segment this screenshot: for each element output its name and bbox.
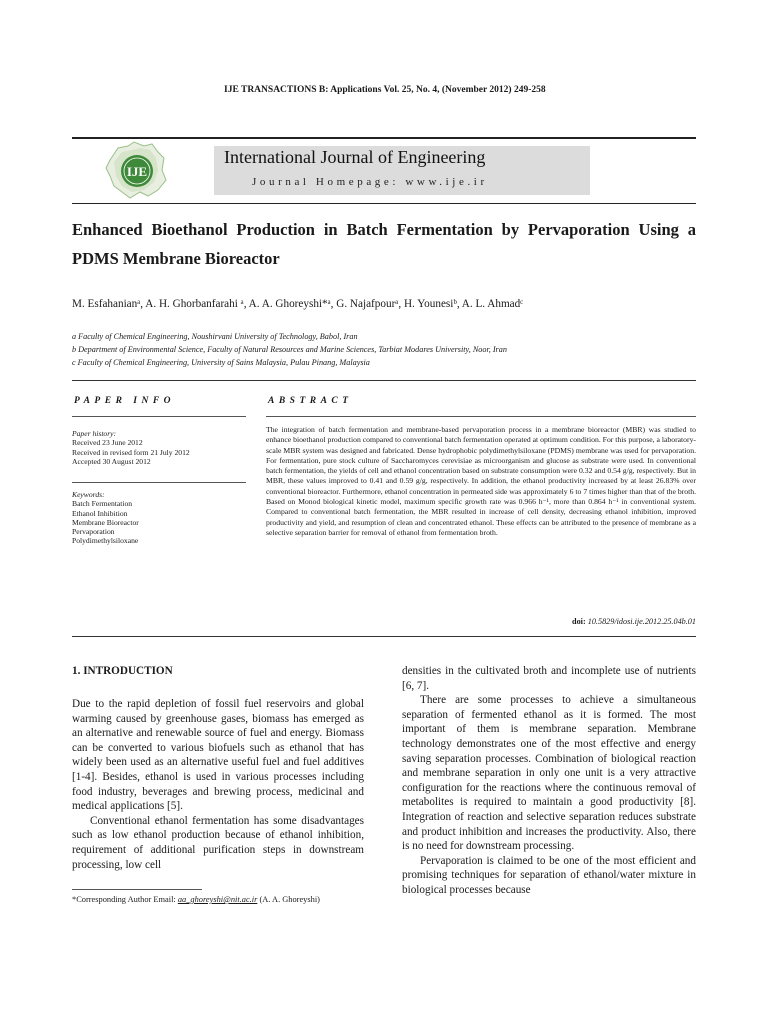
footnote-corresponding-author [72,894,364,905]
ije-logo [104,140,170,202]
doi [572,617,696,626]
section-heading-introduction: 1. INTRODUCTION [72,665,173,677]
affiliation-c: c Faculty of Chemical Engineering, University of Sains Malaysia, Pulau Pinang, Malaysia [72,358,370,367]
history-received: Received 23 June 2012 [72,438,143,448]
paper-title: Enhanced Bioethanol Production in Batch Fermentation by Pervaporation Using a PDMS Membrane Bioreactor [72,220,696,268]
footnote-rule [72,889,202,890]
doi-label: doi: [572,617,586,626]
journal-title: International Journal of Engineering [224,147,486,167]
top-rule [72,137,696,139]
history-revised: Received in revised form 21 July 2012 [72,447,190,457]
journal-banner [214,146,590,195]
intro-paragraph-3: There are some processes to achieve a simultaneous separation of fermented ethanol as it is formed. The most important of them is membrane separation. Membrane technology demonstrates one of the most effective and energy saving separation processes. Combination of biological reaction and membrane separation in only one unit is a very attractive configuration for the reactions where the continuous removal of metabolites is required to maintain a good productivity [8]. Integration of reaction and selective separation reduces substrate and product inhibition and increases the productivity. Also, there is no need for downstream processing. [402,694,696,853]
affiliation-a: a Faculty of Chemical Engineering, Noushirvani University of Technology, Babol, Iran [72,332,358,341]
abstract-text: The integration of batch fermentation and membrane-based pervaporation process in a membrane bioreactor (MBR) was studied to enhance bioethanol production compared to conventional batch fermentation operated at optimum condition. For this purpose, a laboratory-scale MBR system was designed and fabricated. Dense hydrophobic polydimethylsiloxane (PDMS) membrane was used for pervaporation. For fermentation, pure stock culture of Saccharomyces cerevisiae as microorganism and glucose as substrate were used. In conventional batch fermentation, the yields of cell and ethanol concentration based on substrate consumption were 0.32 and 0.54 g/g, respectively. But in MBR, these values improved to 0.41 and 0.59 g/g, respectively. In addition, the ethanol productivity increased by at least 26.83% over conventional bioreactor. Furthermore, ethanol concentration in permeated side was approximately 6 to 7 times higher than that of the broth. Based on Monod biological kinetic model, maximum specific growth rate was 0.966 h⁻¹, more than 0.864 h⁻¹ in conventional system. Compared to conventional batch fermentation, the MBR resulted in increase of cell density, decreasing ethanol inhibition, improved productivity and yield, and resumption of clean and concentrated ethanol. These effects can be attributed to the presence of membrane as a selective separation barrier for removal of ethanol from fermentation broth. [266,425,696,537]
intro-paragraph-1: Due to the rapid depletion of fossil fuel reservoirs and global warming caused by greenhouse gases, biomass has emerged as an alternative and renewable source of fuel and energy. Biomass can be converted to various biofuels such as ethanol that has widely been used as an alternative useful fuel and fuel additives [1-4]. Besides, ethanol is used in various processes including food industry, beverages and brewing process, medicinal and medical applications [5]. [72,698,364,813]
logo-text: IJE [126,164,148,179]
left-column [72,697,364,872]
author-email-link[interactable]: aa_ghoreyshi@nit.ac.ir [177,895,258,904]
history-accepted: Accepted 30 August 2012 [72,456,151,466]
banner-rule [72,203,696,204]
journal-homepage[interactable]: Journal Homepage: www.ije.ir [252,176,488,188]
history-rule [72,482,246,483]
abstract-bottom-rule [72,636,696,637]
intro-paragraph-continued: densities in the cultivated broth and incomplete use of nutrients [6, 7]. [402,665,696,692]
abstract-heading: ABSTRACT [268,396,353,406]
footnote-suffix: (A. A. Ghoreyshi) [257,895,320,904]
abstract-rule [266,416,696,417]
keyword-item: Batch Fermentation [72,499,133,509]
journal-citation: IJE TRANSACTIONS B: Applications Vol. 25, No. 4, (November 2012) 249-258 [224,85,546,95]
footnote-prefix: *Corresponding Author Email: [72,895,178,904]
keyword-item: Ethanol Inhibition [72,508,128,518]
paper-info-rule [72,416,246,417]
keywords [72,490,252,546]
keyword-item: Pervaporation [72,527,115,537]
history-label: Paper history: [72,429,117,438]
intro-paragraph-4: Pervaporation is claimed to be one of the most efficient and promising techniques for separation of ethanol/water mixture in biological processes because [402,854,696,896]
doi-link[interactable]: 10.5829/idosi.ije.2012.25.04b.01 [587,617,696,626]
intro-paragraph-2: Conventional ethanol fermentation has some disadvantages such as low ethanol production because of ethanol inhibition, requirement of additional purification steps in downstream processing, low cell [72,814,364,871]
affiliation-b: b Department of Environmental Science, Faculty of Natural Resources and Marine Sciences, Tarbiat Modares University, Noor, Iran [72,345,507,354]
keyword-item: Membrane Bioreactor [72,517,139,527]
affiliation-rule [72,380,696,381]
author-list: M. Esfahanianᵃ, A. H. Ghorbanfarahi ᵃ, A. A. Ghoreyshi*ᵃ, G. Najafpourᵃ, H. Younesiᵇ, A. L. Ahmadᶜ [72,298,524,310]
paper-info-heading: PAPER INFO [74,396,176,406]
paper-history [72,429,252,466]
keywords-label: Keywords: [72,490,105,499]
keyword-item: Polydimethylsiloxane [72,536,139,546]
right-column [402,664,696,898]
